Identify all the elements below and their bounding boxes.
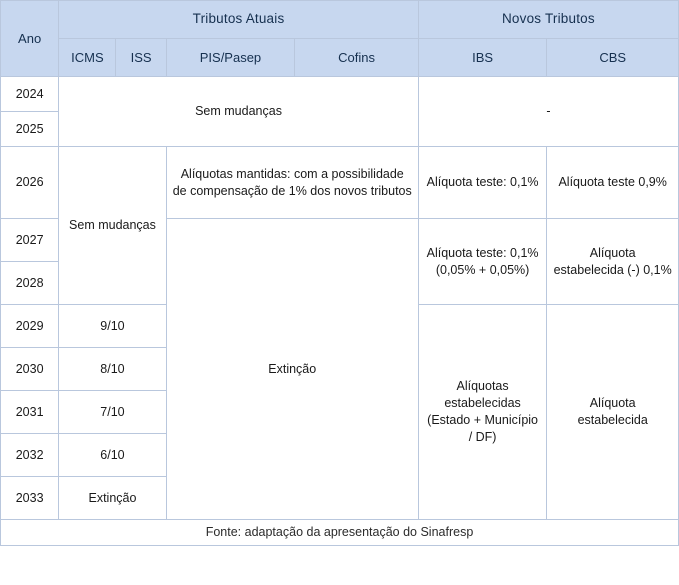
cell-sem-mudancas-icms-iss: Sem mudanças [59, 147, 166, 305]
cell-ibs-2027-2028: Alíquota teste: 0,1% (0,05% + 0,05%) [418, 219, 547, 305]
column-header-ibs: IBS [418, 39, 547, 77]
year-2031: 2031 [1, 391, 59, 434]
column-group-novos-tributos: Novos Tributos [418, 1, 678, 39]
year-2033: 2033 [1, 477, 59, 520]
year-2027: 2027 [1, 219, 59, 262]
column-header-cofins: Cofins [295, 39, 419, 77]
cell-icms-2030: 8/10 [59, 348, 166, 391]
table-row [1, 77, 679, 112]
cell-dash-2024-2025: - [418, 77, 678, 147]
cell-cbs-2029-2033: Alíquota estabelecida [547, 305, 679, 520]
cell-icms-2029: 9/10 [59, 305, 166, 348]
cell-extincao-pis-cofins: Extinção [166, 219, 418, 520]
year-2024: 2024 [1, 77, 59, 112]
column-header-ano: Ano [1, 1, 59, 77]
header-group-row [1, 1, 679, 39]
source-note-row [1, 520, 679, 546]
cell-icms-2033: Extinção [59, 477, 166, 520]
year-2032: 2032 [1, 434, 59, 477]
column-header-icms: ICMS [59, 39, 116, 77]
year-2028: 2028 [1, 262, 59, 305]
cell-icms-2031: 7/10 [59, 391, 166, 434]
year-2030: 2030 [1, 348, 59, 391]
column-header-pis-pasep: PIS/Pasep [166, 39, 295, 77]
cell-ibs-2029-2033: Alíquotas estabelecidas (Estado + Município / DF) [418, 305, 547, 520]
cell-cbs-2026: Alíquota teste 0,9% [547, 147, 679, 219]
cell-ibs-2026: Alíquota teste: 0,1% [418, 147, 547, 219]
column-header-cbs: CBS [547, 39, 679, 77]
cell-icms-2032: 6/10 [59, 434, 166, 477]
cell-aliquotas-mantidas: Alíquotas mantidas: com a possibilidade de compensação de 1% dos novos tributos [166, 147, 418, 219]
header-sub-row [1, 39, 679, 77]
column-group-tributos-atuais: Tributos Atuais [59, 1, 419, 39]
source-note: Fonte: adaptação da apresentação do Sinafresp [1, 520, 679, 546]
year-2025: 2025 [1, 112, 59, 147]
year-2026: 2026 [1, 147, 59, 219]
cell-cbs-2027-2028: Alíquota estabelecida (-) 0,1% [547, 219, 679, 305]
column-header-iss: ISS [116, 39, 166, 77]
year-2029: 2029 [1, 305, 59, 348]
table-row [1, 147, 679, 219]
cell-sem-mudancas-2024-2025: Sem mudanças [59, 77, 419, 147]
table-body [1, 77, 679, 546]
table-header [1, 1, 679, 77]
